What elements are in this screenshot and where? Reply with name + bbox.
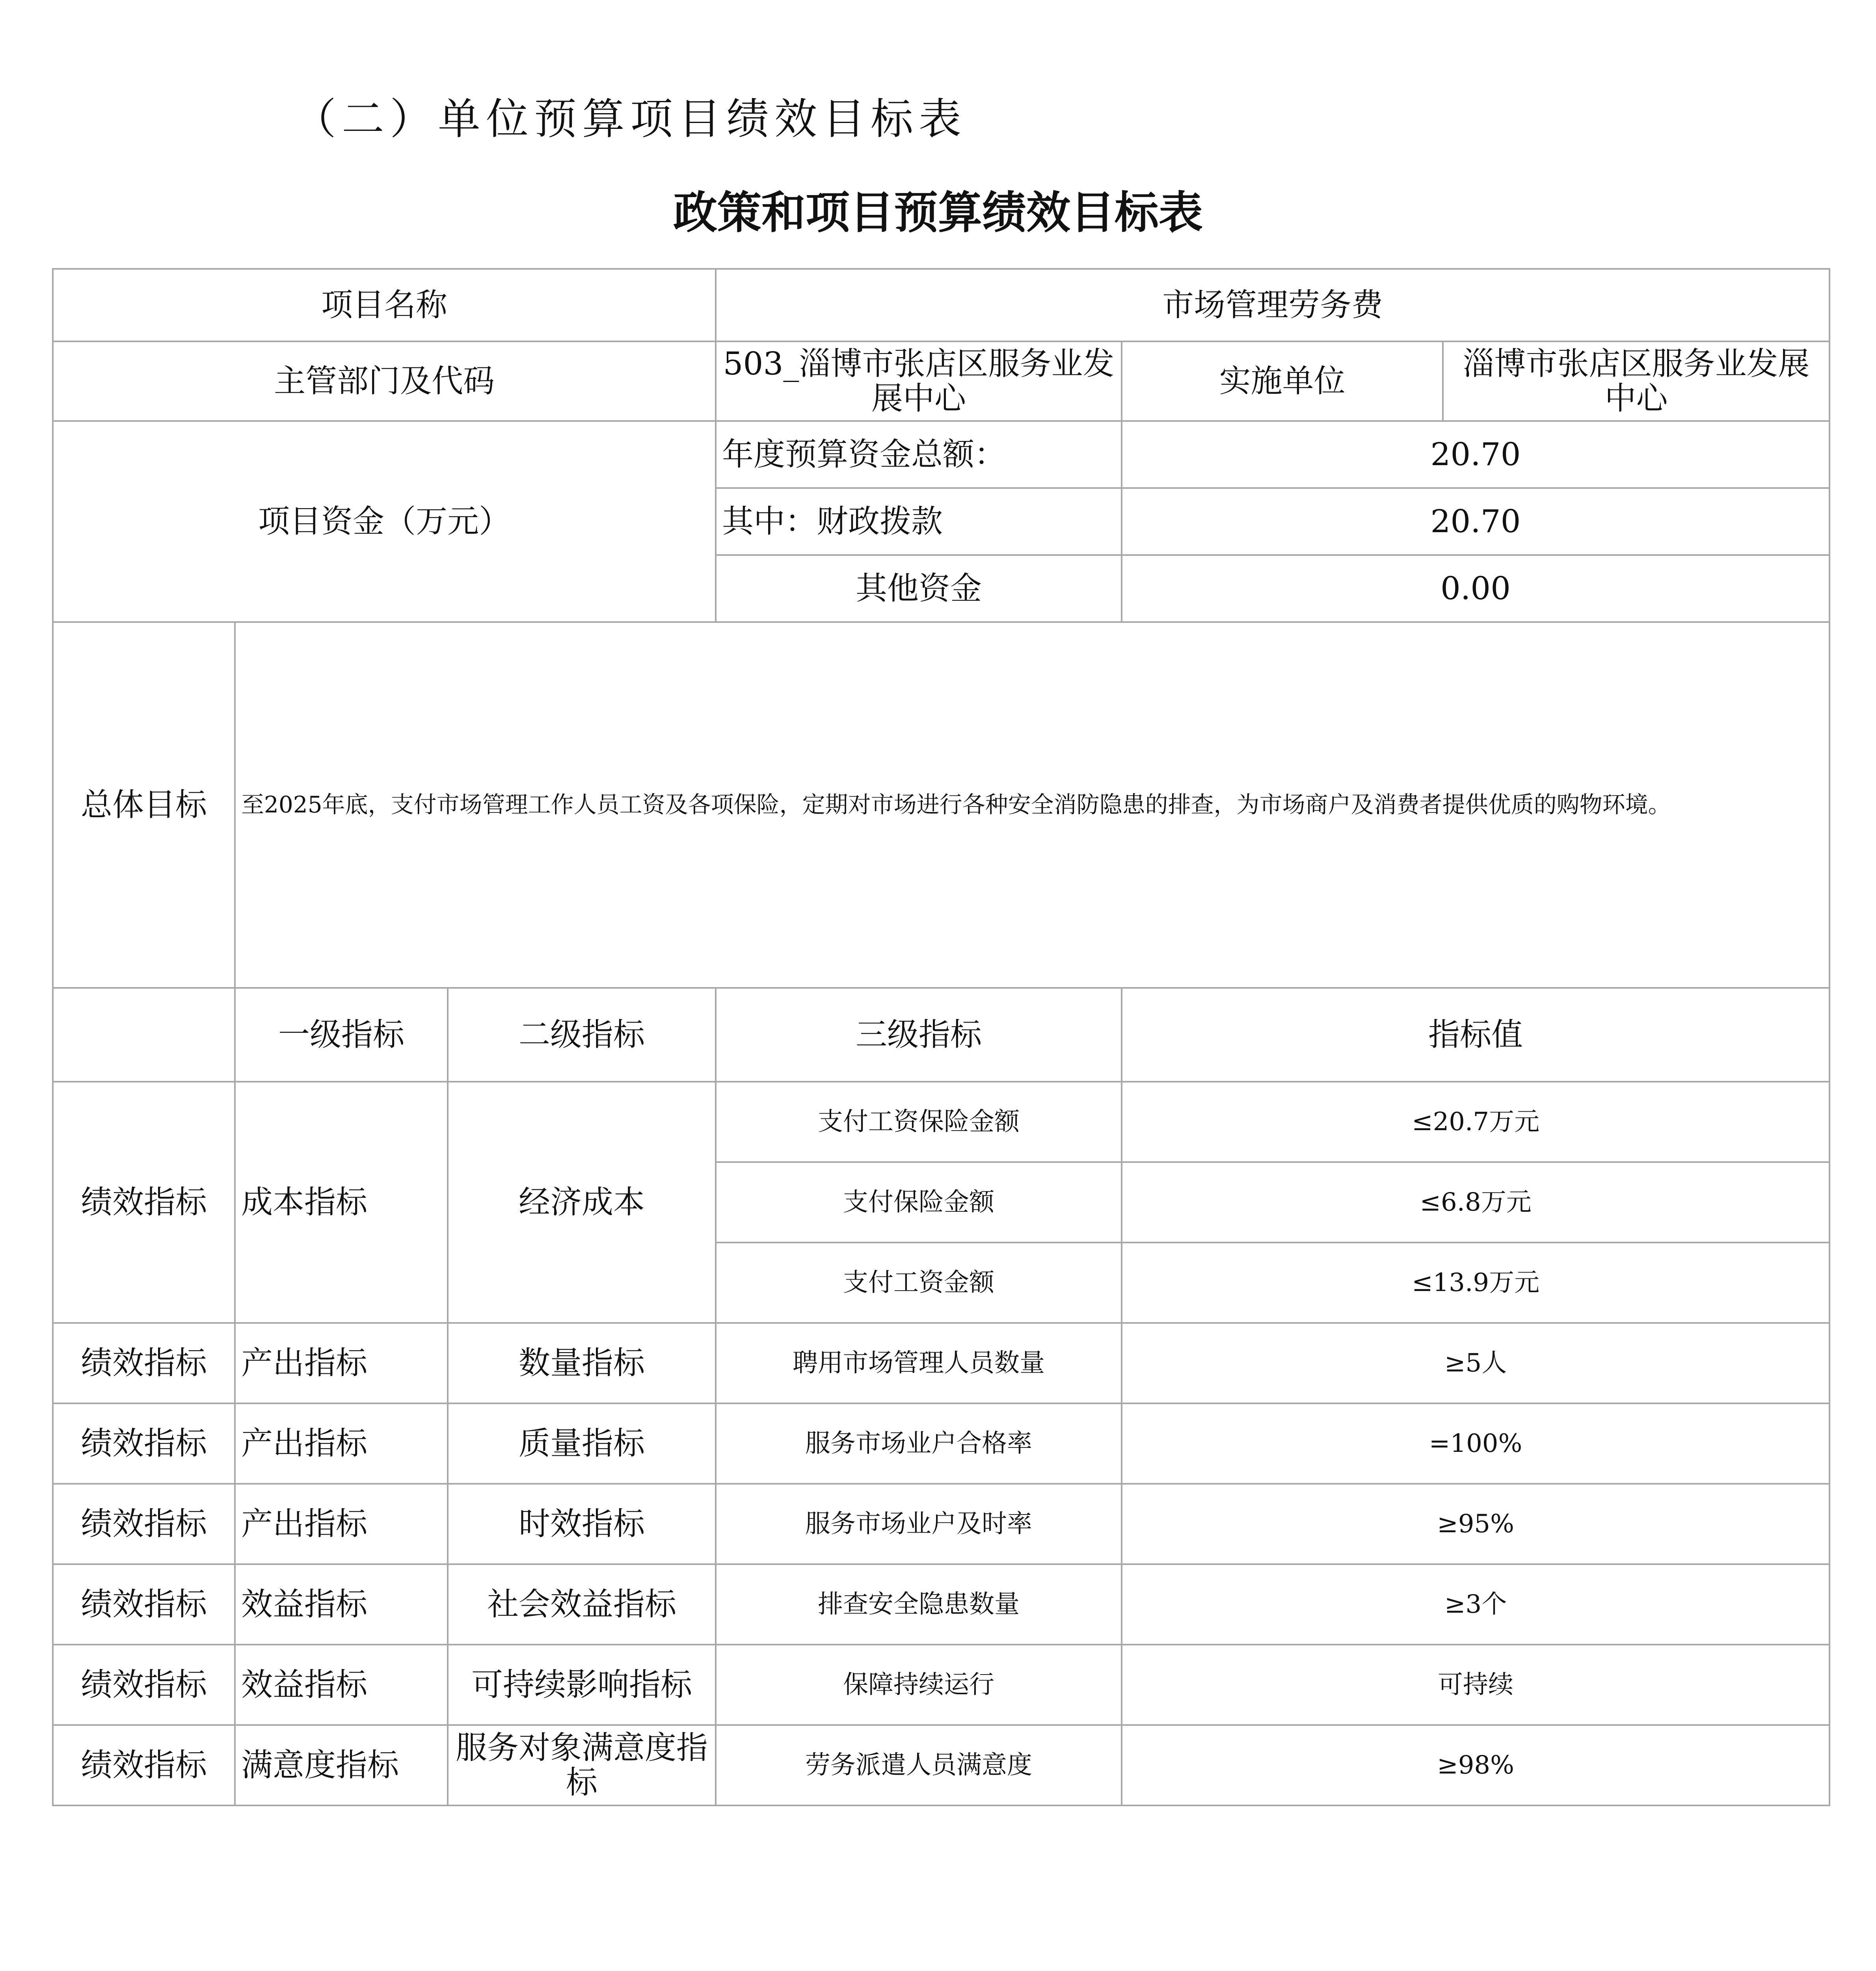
level1-cell: 满意度指标 bbox=[235, 1725, 448, 1805]
table-row bbox=[53, 1564, 1829, 1645]
level2-cell: 服务对象满意度指标 bbox=[448, 1725, 716, 1805]
indicator-value-cell: 可持续 bbox=[1122, 1645, 1829, 1725]
performance-target-table bbox=[52, 268, 1830, 1806]
project-name-label: 项目名称 bbox=[53, 269, 716, 341]
level3-cell: 服务市场业户合格率 bbox=[716, 1403, 1122, 1484]
level3-cell: 支付工资保险金额 bbox=[716, 1082, 1122, 1162]
category-cell: 绩效指标 bbox=[53, 1484, 235, 1564]
level2-cell: 社会效益指标 bbox=[448, 1564, 716, 1645]
indicator-value-cell: =100% bbox=[1122, 1403, 1829, 1484]
project-funds-label: 项目资金（万元） bbox=[53, 421, 716, 622]
level3-cell: 排查安全隐患数量 bbox=[716, 1564, 1122, 1645]
project-name-row bbox=[53, 269, 1829, 341]
indicator-value-cell: ≥98% bbox=[1122, 1725, 1829, 1805]
section-title: （二）单位预算项目绩效目标表 bbox=[294, 95, 967, 144]
level2-cell: 可持续影响指标 bbox=[448, 1645, 716, 1725]
other-funds-value: 0.00 bbox=[1122, 555, 1829, 622]
level2-cell: 质量指标 bbox=[448, 1403, 716, 1484]
indicator-header-blank bbox=[53, 988, 235, 1082]
indicator-value-cell: ≥95% bbox=[1122, 1484, 1829, 1564]
level1-cell: 成本指标 bbox=[235, 1082, 448, 1323]
department-label: 主管部门及代码 bbox=[53, 341, 716, 421]
table-row bbox=[53, 1484, 1829, 1564]
level2-cell: 经济成本 bbox=[448, 1082, 716, 1323]
implementing-unit-label: 实施单位 bbox=[1122, 341, 1443, 421]
overall-goal-text: 至2025年底，支付市场管理工作人员工资及各项保险，定期对市场进行各种安全消防隐患的排查，为市场商户及消费者提供优质的购物环境。 bbox=[235, 622, 1829, 988]
indicator-value-cell: ≥3个 bbox=[1122, 1564, 1829, 1645]
level3-cell: 保障持续运行 bbox=[716, 1645, 1122, 1725]
project-name-value: 市场管理劳务费 bbox=[716, 269, 1829, 341]
level2-cell: 数量指标 bbox=[448, 1323, 716, 1403]
fiscal-allocation-label: 其中：财政拨款 bbox=[716, 488, 1122, 555]
indicator-value-cell: ≤6.8万元 bbox=[1122, 1162, 1829, 1243]
table-row bbox=[53, 1403, 1829, 1484]
indicator-value-header: 指标值 bbox=[1122, 988, 1829, 1082]
table-row bbox=[53, 1323, 1829, 1403]
table-row bbox=[53, 1082, 1829, 1162]
document-title: 政策和项目预算绩效目标表 bbox=[673, 187, 1203, 238]
level1-cell: 产出指标 bbox=[235, 1484, 448, 1564]
category-cell: 绩效指标 bbox=[53, 1564, 235, 1645]
overall-goal-row bbox=[53, 622, 1829, 988]
implementing-unit-value: 淄博市张店区服务业发展中心 bbox=[1443, 341, 1829, 421]
level3-cell: 聘用市场管理人员数量 bbox=[716, 1323, 1122, 1403]
indicator-header-row bbox=[53, 988, 1829, 1082]
table-row bbox=[53, 1645, 1829, 1725]
level3-cell: 支付保险金额 bbox=[716, 1162, 1122, 1243]
level3-cell: 服务市场业户及时率 bbox=[716, 1484, 1122, 1564]
level2-header: 二级指标 bbox=[448, 988, 716, 1082]
category-cell: 绩效指标 bbox=[53, 1725, 235, 1805]
annual-budget-label: 年度预算资金总额： bbox=[716, 421, 1122, 488]
other-funds-label: 其他资金 bbox=[716, 555, 1122, 622]
level1-cell: 效益指标 bbox=[235, 1645, 448, 1725]
level3-cell: 支付工资金额 bbox=[716, 1243, 1122, 1323]
level2-cell: 时效指标 bbox=[448, 1484, 716, 1564]
level1-cell: 产出指标 bbox=[235, 1403, 448, 1484]
department-row bbox=[53, 341, 1829, 421]
level1-header: 一级指标 bbox=[235, 988, 448, 1082]
fiscal-allocation-value: 20.70 bbox=[1122, 488, 1829, 555]
table-row bbox=[53, 1725, 1829, 1805]
indicator-value-cell: ≥5人 bbox=[1122, 1323, 1829, 1403]
department-value: 503_淄博市张店区服务业发展中心 bbox=[716, 341, 1122, 421]
indicator-value-cell: ≤13.9万元 bbox=[1122, 1243, 1829, 1323]
level3-cell: 劳务派遣人员满意度 bbox=[716, 1725, 1122, 1805]
level1-cell: 效益指标 bbox=[235, 1564, 448, 1645]
category-cell: 绩效指标 bbox=[53, 1323, 235, 1403]
funds-total-row bbox=[53, 421, 1829, 488]
indicator-value-cell: ≤20.7万元 bbox=[1122, 1082, 1829, 1162]
level3-header: 三级指标 bbox=[716, 988, 1122, 1082]
category-cell: 绩效指标 bbox=[53, 1403, 235, 1484]
category-cell: 绩效指标 bbox=[53, 1645, 235, 1725]
annual-budget-value: 20.70 bbox=[1122, 421, 1829, 488]
overall-goal-label: 总体目标 bbox=[53, 622, 235, 988]
level1-cell: 产出指标 bbox=[235, 1323, 448, 1403]
category-cell: 绩效指标 bbox=[53, 1082, 235, 1323]
